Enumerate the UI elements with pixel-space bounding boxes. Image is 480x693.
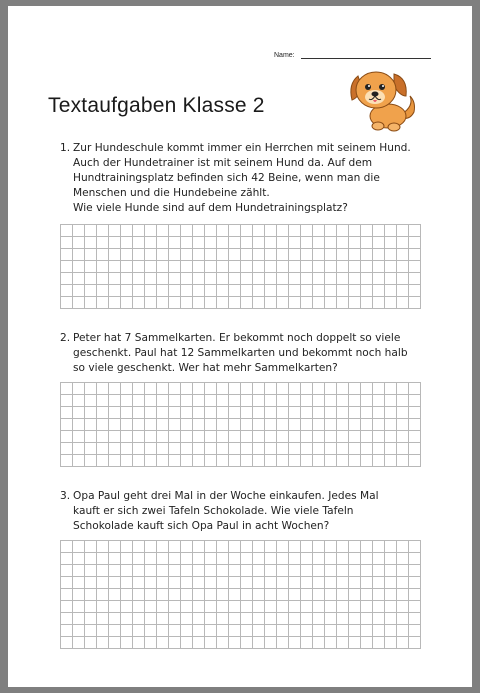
task-number: 1.	[60, 142, 71, 154]
task-2	[60, 331, 412, 376]
name-label: Name:	[274, 52, 295, 59]
task-line: Opa Paul geht drei Mal in der Woche einkaufen. Jedes Mal	[73, 490, 379, 502]
task-line: kauft er sich zwei Tafeln Schokolade. Wie viele Tafeln	[73, 505, 354, 517]
task-text	[73, 331, 412, 376]
task-number: 3.	[60, 490, 71, 502]
task-text	[73, 141, 412, 216]
task-line: Hundtrainingsplatz befinden sich 42 Beine, wenn man die	[73, 172, 380, 184]
task-1	[60, 141, 412, 216]
name-field	[274, 50, 431, 59]
task-line: Peter hat 7 Sammelkarten. Er bekommt noch doppelt so viele	[73, 332, 401, 344]
task-line: Zur Hundeschule kommt immer ein Herrchen mit seinem Hund.	[73, 142, 411, 154]
task-text	[73, 489, 412, 534]
task-line: geschenkt. Paul hat 12 Sammelkarten und bekommt noch halb	[73, 347, 408, 359]
answer-grid-3[interactable]	[60, 540, 421, 649]
task-line: Wie viele Hunde sind auf dem Hundetrainingsplatz?	[73, 202, 348, 214]
task-number: 2.	[60, 332, 71, 344]
task-line: Auch der Hundetrainer ist mit seinem Hund da. Auf dem	[73, 157, 373, 169]
task-3	[60, 489, 412, 534]
task-line: so viele geschenkt. Wer hat mehr Sammelkarten?	[73, 362, 338, 374]
task-line: Schokolade kauft sich Opa Paul in acht Wochen?	[73, 520, 330, 532]
answer-grid-1[interactable]	[60, 224, 421, 309]
name-line[interactable]	[301, 50, 431, 59]
page-title: Textaufgaben Klasse 2	[48, 94, 265, 117]
worksheet-page	[8, 6, 472, 687]
answer-grid-2[interactable]	[60, 382, 421, 467]
puppy-dog-icon	[344, 62, 420, 132]
task-line: Menschen und die Hundebeine zählt.	[73, 187, 270, 199]
